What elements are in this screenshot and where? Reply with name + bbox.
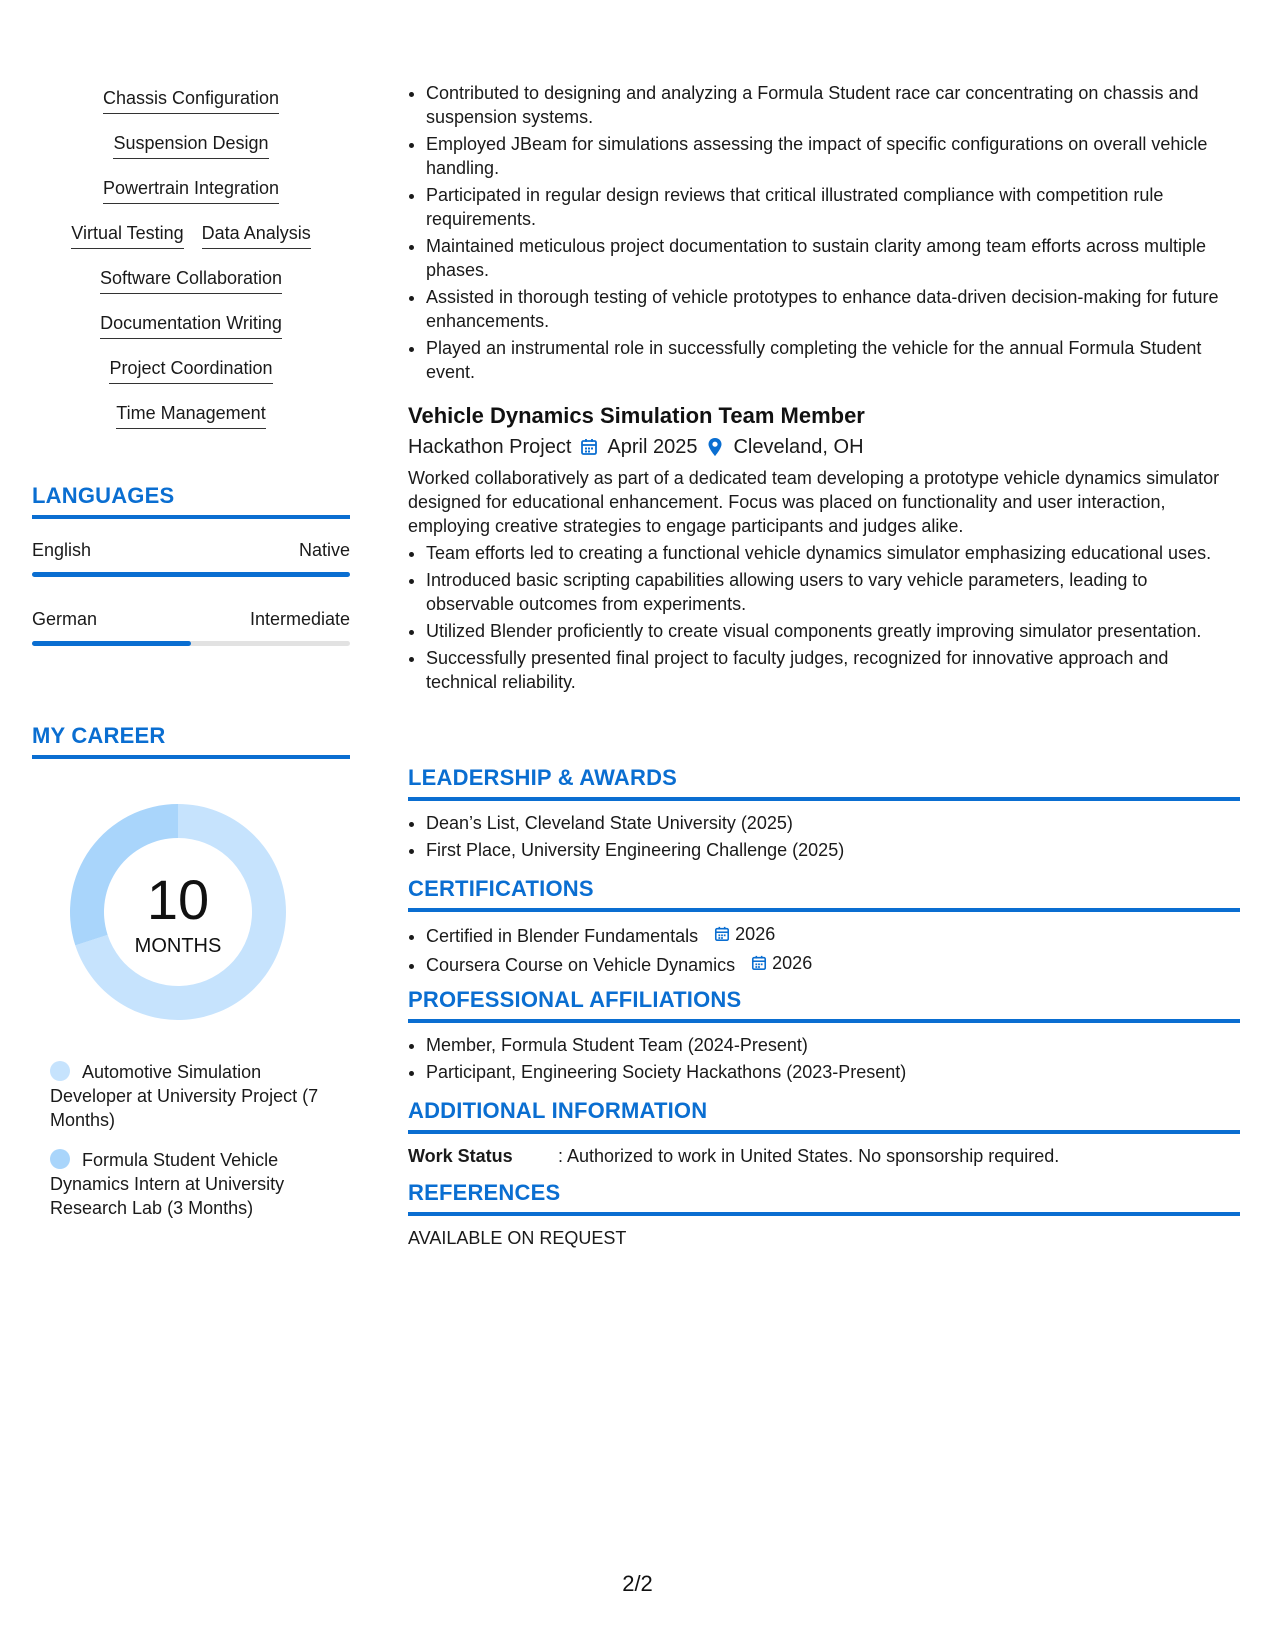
list-item: • Played an instrumental role in successfully completing the vehicle for the annual Formula Student event. <box>426 336 1240 384</box>
skill-tag: Data Analysis <box>202 221 311 249</box>
experience-bullets <box>408 81 1240 387</box>
calendar-icon <box>579 437 599 457</box>
language-item <box>32 538 350 577</box>
project-summary: Worked collaboratively as part of a dedicated team developing a prototype vehicle dynamics simulator designed for educational enhancement. Focus was placed on functionality and user interaction, employing creative strategies to engage participants and judges alike. <box>408 468 1220 536</box>
skill-tag: Virtual Testing <box>71 221 183 249</box>
skill-tag: Time Management <box>116 401 265 429</box>
proficiency-bar <box>32 641 350 646</box>
skill-row <box>32 401 350 446</box>
cert-name: Coursera Course on Vehicle Dynamics <box>426 955 736 975</box>
skill-tag: Powertrain Integration <box>103 176 279 204</box>
certifications-section <box>408 875 1240 980</box>
section-title: REFERENCES <box>408 1180 561 1205</box>
project-title: Vehicle Dynamics Simulation Team Member <box>408 403 865 428</box>
project-location: Cleveland, OH <box>733 436 864 458</box>
language-item <box>32 607 350 646</box>
skill-row <box>32 356 350 401</box>
list-item: • First Place, University Engineering Challenge (2025) <box>426 838 1240 862</box>
skill-tag: Software Collaboration <box>100 266 282 294</box>
work-status-key: Work Status <box>408 1146 513 1166</box>
skill-tag: Project Coordination <box>109 356 272 384</box>
list-item: • Contributed to designing and analyzing a Formula Student race car concentrating on chassis and suspension systems. <box>426 81 1240 129</box>
list-item: • Dean’s List, Cleveland State University (2025) <box>426 811 1240 835</box>
proficiency-fill <box>32 641 191 646</box>
list-item: • Introduced basic scripting capabilities allowing users to vary vehicle parameters, leading to observable outcomes from experiments. <box>426 568 1240 616</box>
list-item <box>426 922 1240 948</box>
skill-row <box>32 266 350 311</box>
career-header <box>32 722 350 759</box>
project-meta <box>408 434 1240 460</box>
language-name: English <box>32 540 92 560</box>
project-org: Hackathon Project <box>408 436 572 458</box>
list-item: • Utilized Blender proficiently to create visual components greatly improving simulator presentation. <box>426 619 1240 643</box>
affiliations-section <box>408 986 1240 1087</box>
skill-tag: Chassis Configuration <box>103 86 279 114</box>
career-donut-chart <box>66 800 290 1024</box>
list-item: • Successfully presented final project to faculty judges, recognized for innovative approach and technical reliability. <box>426 646 1240 694</box>
skill-row <box>32 176 350 221</box>
section-divider <box>408 908 1240 912</box>
section-divider <box>408 1130 1240 1134</box>
cert-name: Certified in Blender Fundamentals <box>426 926 699 946</box>
career-legend-item <box>50 1060 330 1132</box>
legend-dot <box>50 1061 70 1081</box>
skill-row <box>32 221 350 266</box>
references-text: AVAILABLE ON REQUEST <box>408 1228 627 1248</box>
project-entry <box>408 402 1240 697</box>
section-divider <box>32 755 350 759</box>
language-name: German <box>32 609 98 629</box>
skill-row <box>32 311 350 356</box>
legend-label: Automotive Simulation Developer at University Project (7 Months) <box>50 1062 319 1130</box>
career-total-number: 10 <box>146 868 210 931</box>
work-status-value: : Authorized to work in United States. No sponsorship required. <box>558 1146 1060 1166</box>
calendar-icon <box>750 954 768 972</box>
page-number: 2/2 <box>622 1571 653 1596</box>
proficiency-bar <box>32 572 350 577</box>
list-item: • Member, Formula Student Team (2024-Present) <box>426 1033 1240 1057</box>
references-section <box>408 1179 1240 1250</box>
section-title: CERTIFICATIONS <box>408 876 594 901</box>
cert-year: 2026 <box>735 924 776 944</box>
section-title: MY CAREER <box>32 723 166 748</box>
skill-tag: Documentation Writing <box>100 311 282 339</box>
section-divider <box>408 797 1240 801</box>
skill-row <box>32 131 350 176</box>
section-divider <box>408 1019 1240 1023</box>
section-divider <box>32 515 350 519</box>
calendar-icon <box>713 925 731 943</box>
section-title: ADDITIONAL INFORMATION <box>408 1098 708 1123</box>
skill-row <box>32 86 350 131</box>
list-item: • Maintained meticulous project documentation to sustain clarity among team efforts across multiple phases. <box>426 234 1240 282</box>
project-date: April 2025 <box>607 436 698 458</box>
skills-list <box>32 86 350 446</box>
list-item <box>426 951 1240 977</box>
cert-year: 2026 <box>772 953 813 973</box>
career-legend-item <box>50 1148 330 1220</box>
additional-section <box>408 1097 1240 1168</box>
legend-dot <box>50 1149 70 1169</box>
language-level: Intermediate <box>249 609 350 629</box>
section-divider <box>408 1212 1240 1216</box>
list-item: • Participant, Engineering Society Hackathons (2023-Present) <box>426 1060 1240 1084</box>
language-level: Native <box>298 540 350 560</box>
leadership-section <box>408 764 1240 865</box>
section-title: PROFESSIONAL AFFILIATIONS <box>408 987 742 1012</box>
legend-label: Formula Student Vehicle Dynamics Intern at University Research Lab (3 Months) <box>50 1150 285 1218</box>
career-total-unit: MONTHS <box>134 935 222 957</box>
skill-tag: Suspension Design <box>113 131 268 159</box>
location-pin-icon <box>705 437 725 457</box>
section-title: LANGUAGES <box>32 483 175 508</box>
list-item: • Participated in regular design reviews that critical illustrated compliance with competition rule requirements. <box>426 183 1240 231</box>
list-item: • Employed JBeam for simulations assessing the impact of specific configurations on overall vehicle handling. <box>426 132 1240 180</box>
languages-header <box>32 482 350 519</box>
list-item: • Assisted in thorough testing of vehicle prototypes to enhance data-driven decision-making for future enhancements. <box>426 285 1240 333</box>
proficiency-fill <box>32 572 350 577</box>
list-item: • Team efforts led to creating a functional vehicle dynamics simulator emphasizing educational uses. <box>426 541 1240 565</box>
work-status-row <box>408 1144 1240 1168</box>
section-title: LEADERSHIP & AWARDS <box>408 765 678 790</box>
